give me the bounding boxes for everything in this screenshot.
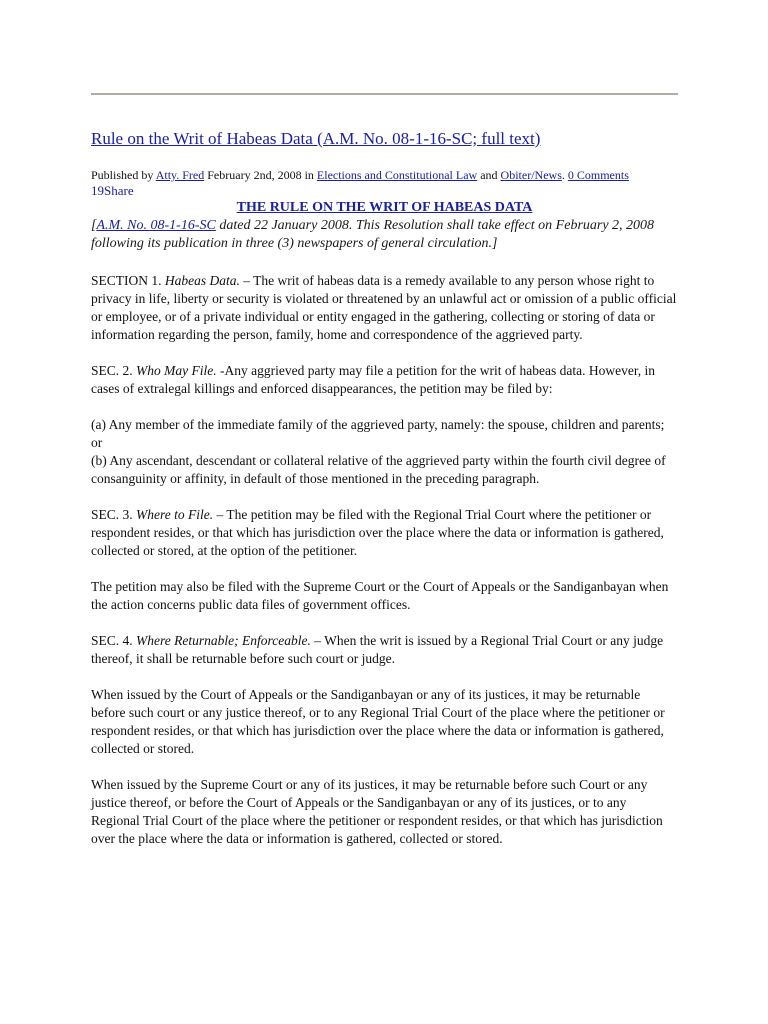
section-3-paragraph — [91, 578, 678, 614]
section-2 — [91, 362, 678, 398]
section-label: SECTION 1. — [91, 273, 165, 288]
document-intro — [91, 217, 678, 253]
section-4 — [91, 632, 678, 668]
author-link[interactable]: Atty. Fred — [155, 168, 205, 182]
section-title: Where to File. — [136, 507, 214, 522]
share-button[interactable]: 19Share — [91, 183, 134, 198]
section-4-paragraph-2 — [91, 776, 678, 848]
section-title: Habeas Data. — [164, 273, 240, 288]
meta-date: February 2nd, 2008 in — [204, 168, 317, 182]
meta-and: and — [477, 168, 501, 182]
category-link-obiter[interactable]: Obiter/News — [500, 168, 562, 182]
section-label: SEC. 3. — [91, 507, 137, 522]
intro-text: dated 22 January 2008. This Resolution shall take effect on February 2, 2008 following its publication in three (3) newspapers of general circulation.] — [91, 218, 655, 251]
document-body — [91, 272, 678, 866]
section-text: -Any aggrieved party may file a petition for the writ of habeas data. However, in cases of extralegal killings and enforced disappearances, the petition may be filed by: — [91, 363, 656, 396]
post-meta — [91, 167, 691, 183]
post-title-link[interactable]: Rule on the Writ of Habeas Data (A.M. No. 08-1-16-SC; full text) — [91, 129, 541, 148]
section-3 — [91, 506, 678, 560]
comments-link[interactable]: 0 Comments — [567, 168, 629, 182]
meta-published-by: Published by — [91, 168, 156, 182]
section-text: – The petition may be filed with the Regional Trial Court where the petitioner or respondent resides, or that which has jurisdiction over the place where the data or information is gathered, collected or stored, at the option of the petitioner. — [91, 507, 664, 558]
meta-dot: . — [561, 168, 568, 182]
paragraph-text: When issued by the Supreme Court or any of its justices, it may be returnable before such Court or any justice thereof, or before the Court of Appeals or the Sandiganbayan or any of its justices, or to any Regional Trial Court of the place where the petitioner or respondent resides, or that which has jurisdiction over the place where the data or information is gathered, collected or stored. — [91, 777, 663, 846]
category-link-elections[interactable]: Elections and Constitutional Law — [316, 168, 478, 182]
paragraph-text: When issued by the Court of Appeals or the Sandiganbayan or any of its justices, it may be returnable before such court or any justice thereof, or to any Regional Trial Court of the place where the petitioner or respondent resides, or that which has jurisdiction over the place where the data or information is gathered, collected or stored. — [91, 687, 665, 756]
paragraph-text: The petition may also be filed with the Supreme Court or the Court of Appeals or the Sandiganbayan when the action concerns public data files of government offices. — [91, 579, 669, 612]
section-text: – The writ of habeas data is a remedy available to any person whose right to privacy in life, liberty or security is violated or threatened by an unlawful act or omission of a public official or employee, or of a private individual or entity engaged in the gathering, collecting or storing of data or information regarding the person, family, home and correspondence of the aggrieved party. — [91, 273, 677, 342]
section-2-list — [91, 416, 678, 488]
section-label: SEC. 4. — [91, 633, 137, 648]
section-1 — [91, 272, 678, 344]
top-divider — [91, 93, 678, 95]
section-label: SEC. 2. — [91, 363, 137, 378]
document-heading: THE RULE ON THE WRIT OF HABEAS DATA — [236, 200, 533, 215]
list-item-b: (b) Any ascendant, descendant or collateral relative of the aggrieved party within the fourth civil degree of consanguinity or affinity, in default of those mentioned in the preceding paragraph. — [91, 453, 666, 486]
section-title: Where Returnable; Enforceable. — [136, 633, 311, 648]
resolution-link[interactable]: A.M. No. 08-1-16-SC — [96, 218, 216, 233]
list-item-a: (a) Any member of the immediate family of the aggrieved party, namely: the spouse, children and parents; or — [91, 417, 665, 450]
section-4-paragraph-1 — [91, 686, 678, 758]
intro-open-bracket: [ — [91, 218, 97, 233]
section-title: Who May File. — [136, 363, 217, 378]
section-text: – When the writ is issued by a Regional Trial Court or any judge thereof, it shall be returnable before such court or judge. — [91, 633, 664, 666]
